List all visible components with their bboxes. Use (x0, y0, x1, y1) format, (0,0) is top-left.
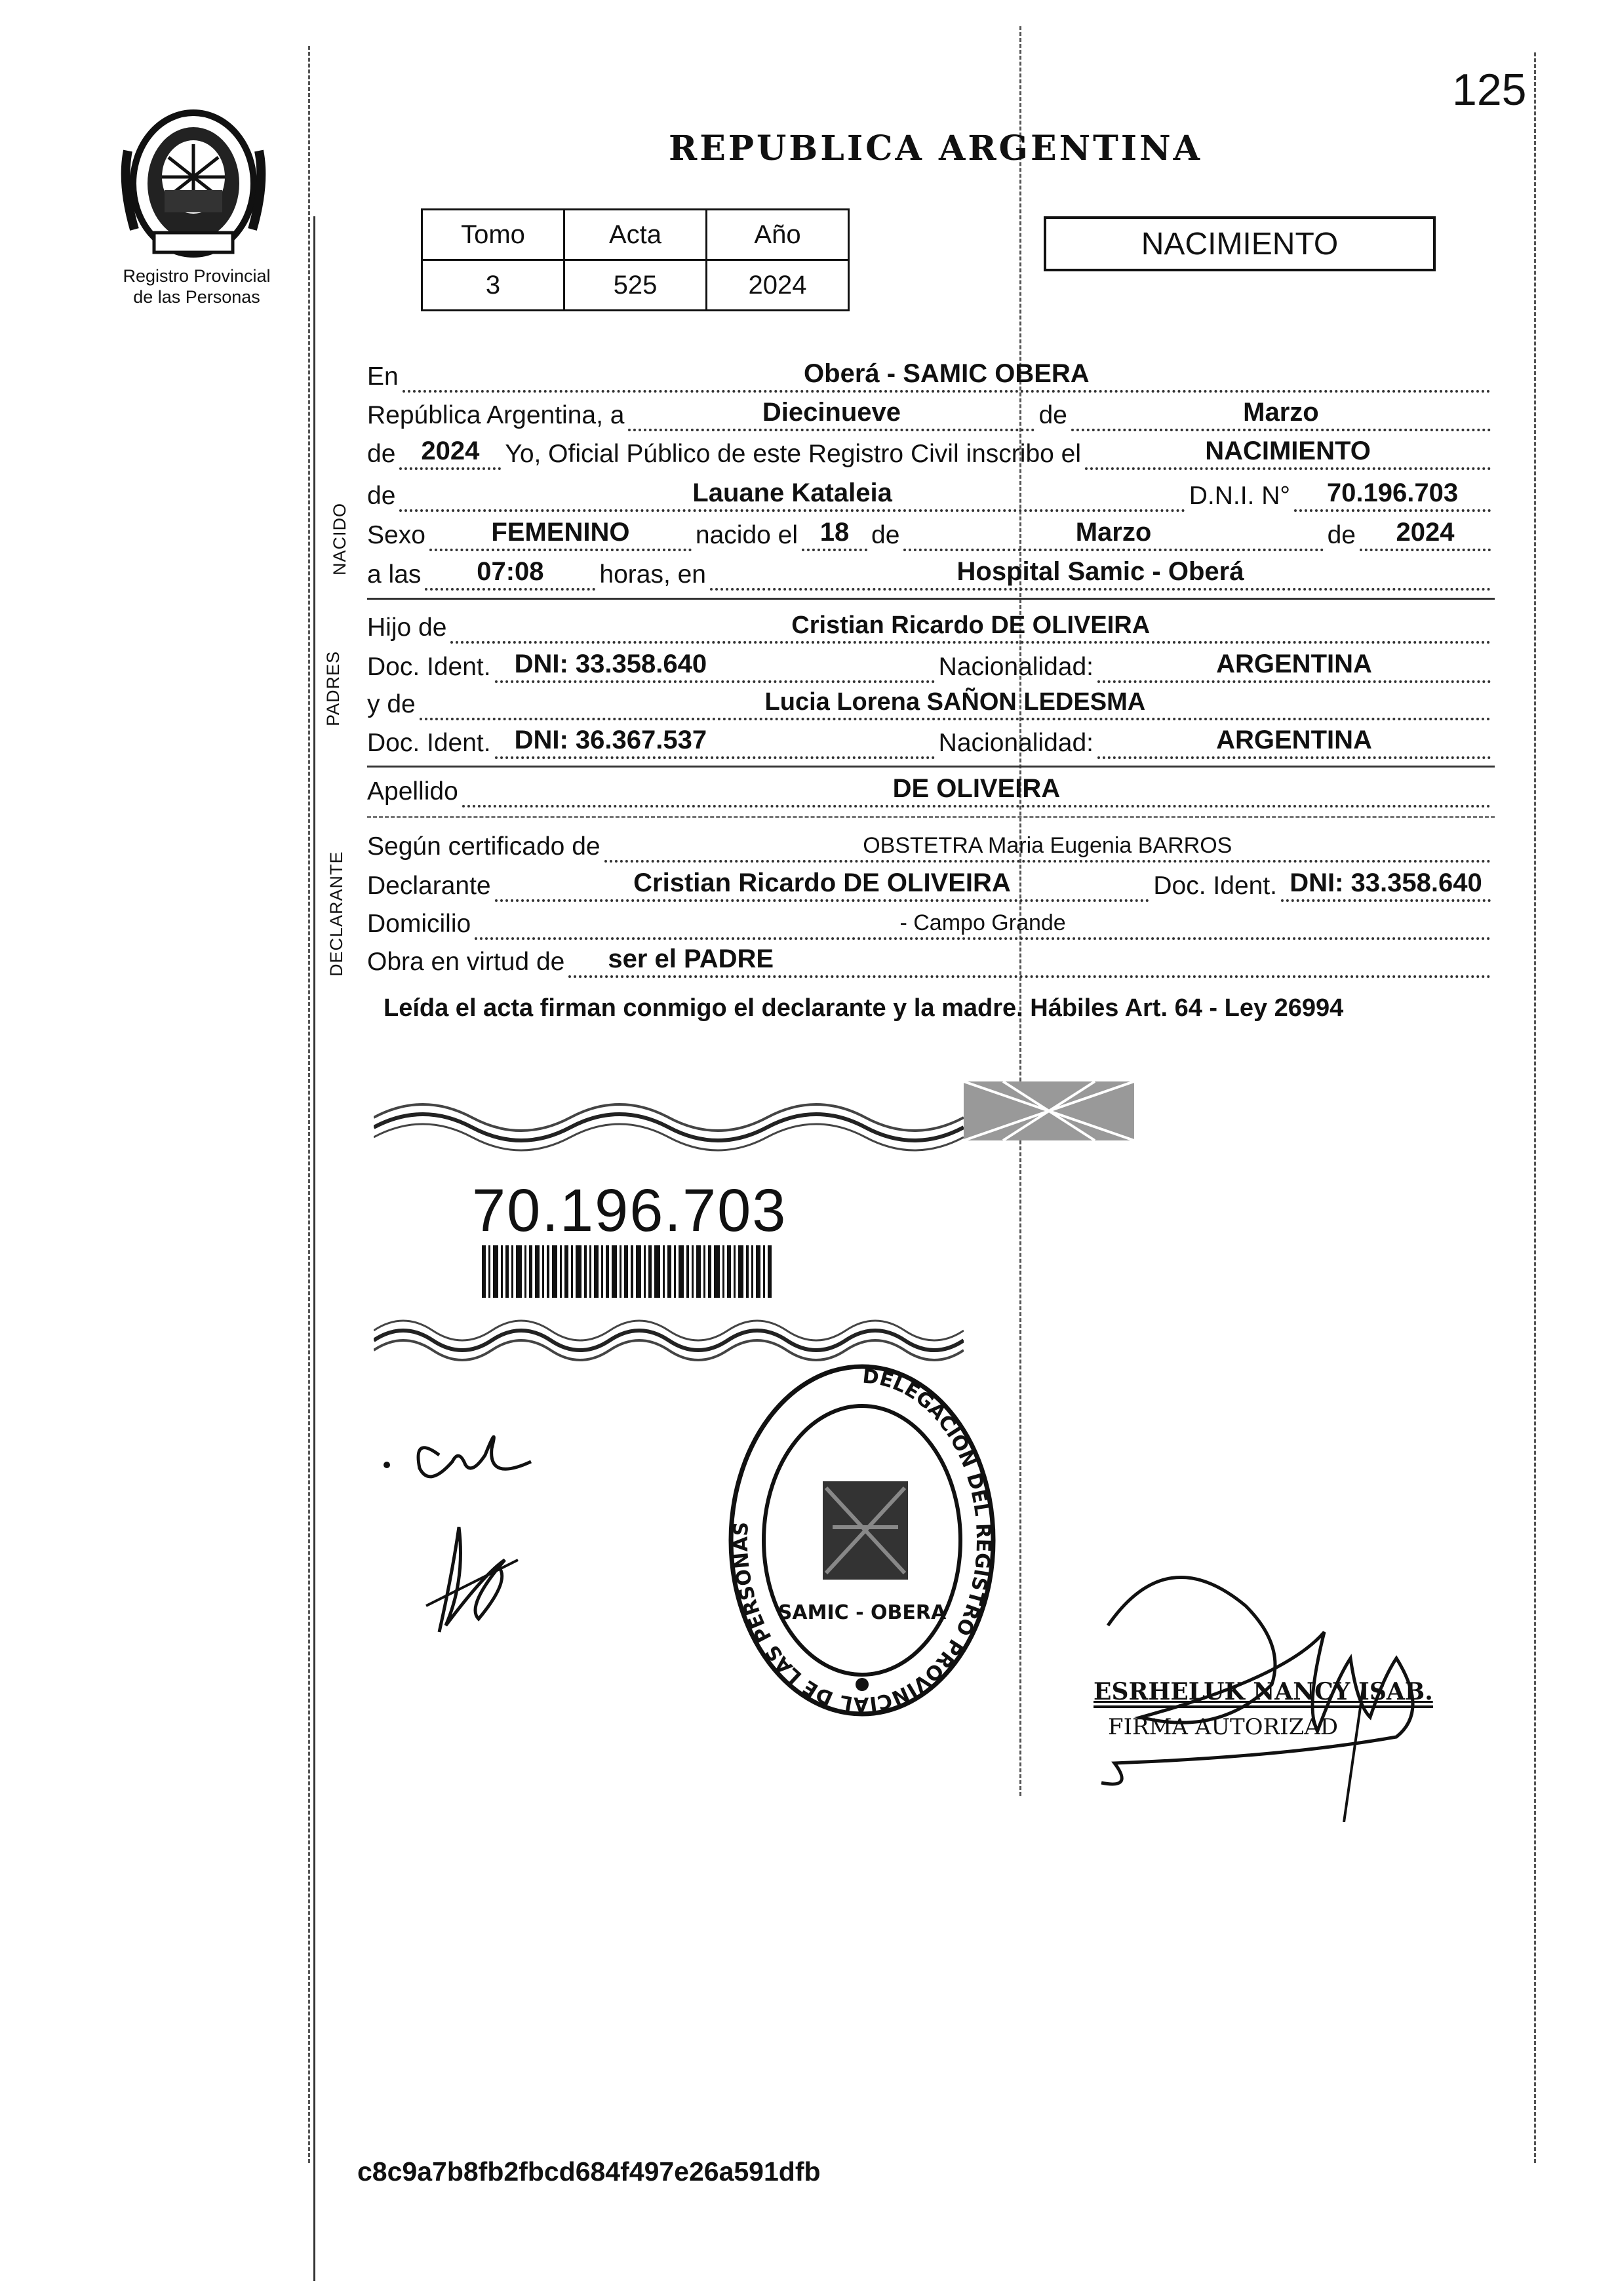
place-field (710, 553, 1491, 591)
row-declarante (367, 866, 1495, 902)
time-value: 07:08 (477, 557, 544, 586)
tomo-value: 3 (422, 260, 564, 311)
dni-value: 70.196.703 (1326, 478, 1459, 507)
nacionalidad-label: Nacionalidad: (938, 653, 1094, 681)
row-hijo (367, 608, 1495, 644)
left-rule (313, 216, 315, 2281)
declarante-label: DECLARANTE (326, 851, 346, 977)
declarant-signatures (367, 1409, 577, 1658)
mother-field (420, 682, 1491, 720)
stamp-outer-text: DELEGACION DEL REGISTRO PROVINCIAL DE LAS PERSONAS (729, 1365, 995, 1716)
row-date (367, 396, 1495, 431)
act-type-box: NACIMIENTO (1044, 216, 1436, 271)
separator-3 (367, 816, 1495, 818)
mother-nat-value: ARGENTINA (1216, 726, 1372, 754)
name-field (399, 474, 1185, 512)
birth-year-value: 2024 (1396, 518, 1455, 547)
signature-name: ESRHELUK NANCY ISAB. (1094, 1678, 1433, 1708)
mother-nat-field (1097, 721, 1491, 759)
separator-2 (367, 766, 1495, 768)
nacionalidad-label-2: Nacionalidad: (938, 729, 1094, 757)
yde-label: y de (367, 690, 416, 718)
year-value: 2024 (421, 437, 480, 465)
nacido-el-label: nacido el (695, 521, 798, 549)
name-value: Lauane Kataleia (692, 478, 892, 507)
year-field (399, 432, 501, 470)
alas-label: a las (367, 560, 422, 589)
sexo-field (429, 513, 692, 551)
official-stamp (721, 1357, 1003, 1724)
certificado-label: Según certificado de (367, 832, 601, 861)
republica-label: República Argentina, a (367, 401, 625, 429)
center-fold-line-lower (1019, 1140, 1021, 1796)
father-value: Cristian Ricardo DE OLIVEIRA (791, 612, 1151, 639)
acta-value: 525 (564, 260, 707, 311)
inscribo-value: NACIMIENTO (1205, 437, 1371, 465)
domicilio-label: Domicilio (367, 910, 471, 938)
time-field (425, 553, 595, 591)
mother-doc-value: DNI: 36.367.537 (514, 726, 707, 754)
row-sexo (367, 516, 1495, 551)
birth-day-field (802, 513, 867, 551)
record-table-header (422, 210, 849, 260)
doc-label-2: Doc. Ident. (367, 729, 491, 757)
nacido-label: NACIDO (330, 502, 349, 575)
mother-value: Lucia Lorena SAÑON LEDESMA (764, 688, 1146, 716)
declarante-doc-value: DNI: 33.358.640 (1290, 868, 1482, 897)
father-doc-value: DNI: 33.358.640 (514, 650, 707, 678)
row-inscribo (367, 435, 1495, 470)
father-nat-value: ARGENTINA (1216, 650, 1372, 678)
de-label-3: de (367, 482, 396, 510)
sexo-label: Sexo (367, 521, 425, 549)
apellido-value: DE OLIVEIRA (892, 774, 1061, 803)
father-doc-field (495, 645, 935, 683)
father-field (450, 606, 1491, 644)
tomo-header: Tomo (422, 210, 564, 260)
acta-header: Acta (564, 210, 707, 260)
document-hash: c8c9a7b8fb2fbcd684f497e26a591dfb (357, 2156, 821, 2187)
apellido-label: Apellido (367, 777, 458, 806)
doc-label-3: Doc. Ident. (1153, 872, 1277, 900)
obra-field (568, 940, 1491, 978)
misiones-emblem (115, 105, 272, 262)
row-en (367, 357, 1495, 393)
row-father-doc (367, 648, 1495, 683)
declarante-row-label: Declarante (367, 872, 491, 900)
day-value: Diecinueve (762, 398, 901, 427)
security-pattern-top (374, 1081, 1160, 1154)
birth-day-value: 18 (819, 518, 850, 547)
registry-name (98, 265, 295, 307)
certificado-field (604, 825, 1491, 863)
row-obra (367, 943, 1495, 978)
birth-month-field (903, 513, 1323, 551)
hijo-label: Hijo de (367, 613, 447, 642)
barcode-icon (482, 1245, 777, 1298)
closing-text: Leída el acta firman conmigo el declarante y la madre. Hábiles Art. 64 - Ley 26994 (384, 994, 1344, 1022)
anio-header: Año (707, 210, 849, 260)
sexo-value: FEMENINO (491, 518, 630, 547)
row-hora (367, 555, 1495, 591)
separator-1 (367, 598, 1495, 600)
certificado-value: OBSTETRA Maria Eugenia BARROS (863, 833, 1232, 858)
mother-doc-field (495, 721, 935, 759)
oficial-text: Yo, Oficial Público de este Registro Civil inscribo el (505, 440, 1082, 468)
stamp-icon (721, 1357, 1003, 1724)
padres-label: PADRES (323, 650, 343, 726)
stamp-location-text: SAMIC - OBERA (778, 1601, 947, 1624)
registry-line-2: de las Personas (133, 287, 260, 307)
row-certificado (367, 827, 1495, 863)
birth-month-value: Marzo (1075, 518, 1152, 547)
declarante-doc-field (1281, 864, 1491, 902)
de-label-4: de (871, 521, 900, 549)
month-field (1071, 393, 1491, 431)
de-label: de (1038, 401, 1067, 429)
right-margin-line (1534, 52, 1536, 2163)
row-mother-doc (367, 724, 1495, 759)
record-table-values (422, 260, 849, 311)
row-mother (367, 685, 1495, 720)
row-apellido (367, 772, 1495, 807)
de-label-2: de (367, 440, 396, 468)
day-field (628, 393, 1035, 431)
obra-value: ser el PADRE (608, 944, 774, 973)
anio-value: 2024 (707, 260, 849, 311)
en-label: En (367, 362, 399, 391)
dni-field (1294, 474, 1491, 512)
declarante-value: Cristian Ricardo DE OLIVEIRA (633, 868, 1011, 897)
page-number: 125 (1452, 65, 1527, 115)
place-value: Hospital Samic - Oberá (956, 557, 1244, 586)
domicilio-value: - Campo Grande (899, 910, 1066, 935)
row-name (367, 477, 1495, 512)
doc-label: Doc. Ident. (367, 653, 491, 681)
father-nat-field (1097, 645, 1491, 683)
country-title: REPUBLICA ARGENTINA (669, 128, 1203, 168)
left-margin-line (308, 46, 310, 2163)
month-value: Marzo (1243, 398, 1319, 427)
inscribo-field (1085, 432, 1491, 470)
horas-label: horas, en (599, 560, 706, 589)
obra-label: Obra en virtud de (367, 948, 565, 976)
emblem-icon (115, 105, 272, 262)
en-value: Oberá - SAMIC OBERA (804, 359, 1090, 388)
record-table (421, 208, 850, 311)
signature-title: FIRMA AUTORIZAD (1108, 1714, 1339, 1740)
row-domicilio (367, 905, 1495, 940)
de-label-5: de (1327, 521, 1356, 549)
barcode-number: 70.196.703 (472, 1177, 787, 1244)
declarante-field (495, 864, 1150, 902)
domicilio-field (475, 902, 1491, 940)
dni-label: D.N.I. N° (1189, 482, 1290, 510)
en-field (403, 355, 1491, 393)
apellido-field (462, 769, 1491, 807)
birth-year-field (1360, 513, 1491, 551)
registry-line-1: Registro Provincial (123, 266, 271, 286)
